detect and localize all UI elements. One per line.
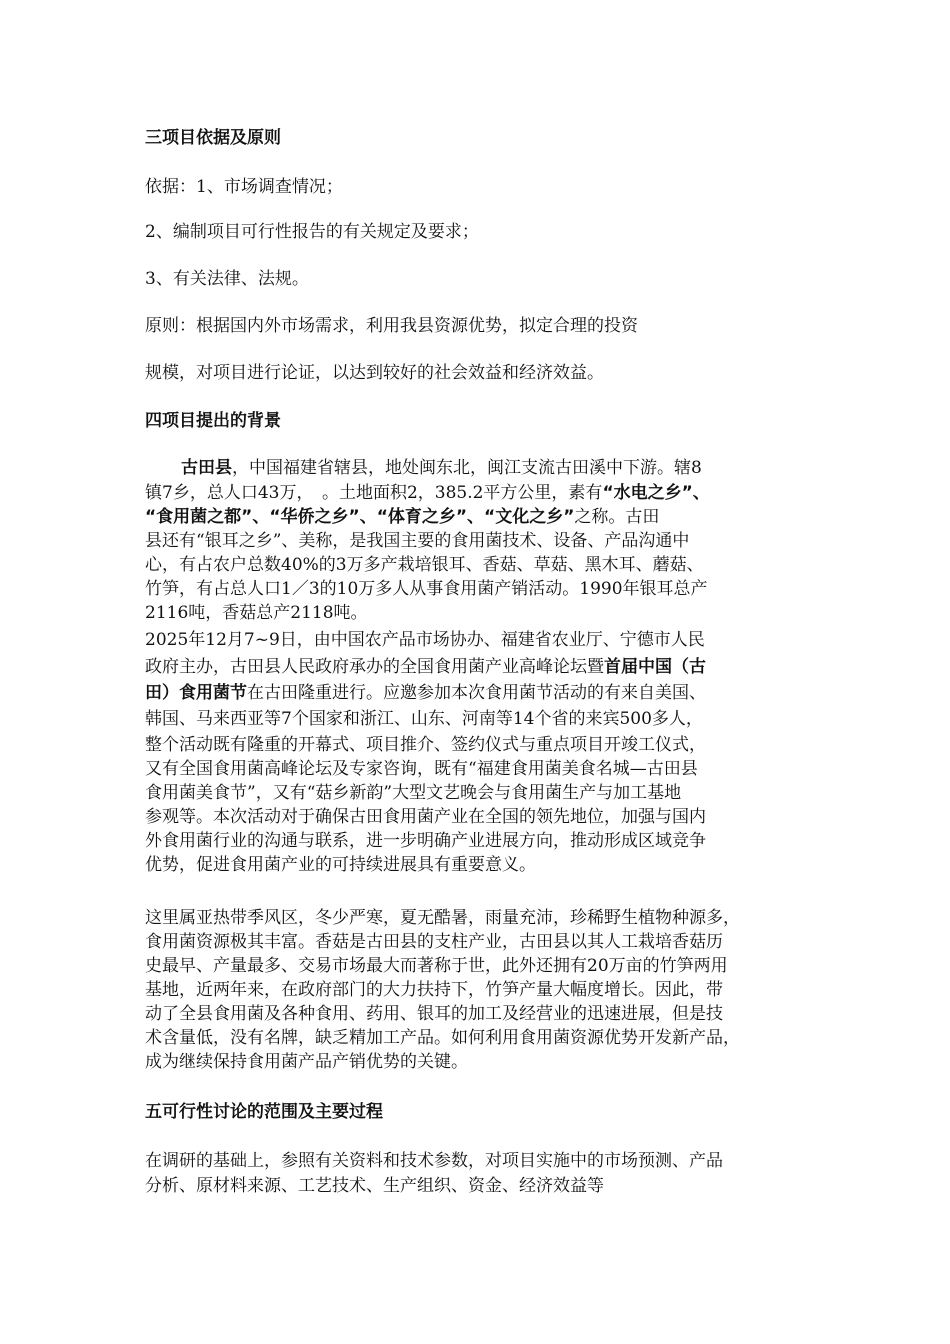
p1-line-7: 2116吨，香菇总产2118吨。 [145, 603, 368, 623]
p3-line-1: 这里属亚热带季风区，冬少严寒，夏无酷暑，雨量充沛，珍稀野生植物种源多， [145, 908, 740, 928]
p2-line-1: 2025年12月7~9日，由中国农产品市场协办、福建省农业厅、宁德市人民 [145, 630, 705, 650]
p1-line-5: 心，有占农户总数40%的3万多产栽培银耳、香菇、草菇、黑木耳、蘑菇、 [145, 555, 704, 575]
p2-line-5: 整个活动既有隆重的开幕式、项目推介、签约仪式与重点项目开竣工仪式， [145, 735, 706, 755]
p3-line-3: 史最早、产量最多、交易市场最大而著称于世，此外还拥有20万亩的竹笋两用 [145, 956, 728, 976]
p2-line-7: 食用菌美食节”，又有“菇乡新韵”大型文艺晚会与食用菌生产与加工基地 [145, 783, 682, 803]
p3-line-4: 基地，近两年来，在政府部门的大力扶持下，竹笋产量大幅度增长。因此，带 [145, 980, 723, 1000]
s5-line-1: 在调研的基础上，参照有关资料和技术参数，对项目实施中的市场预测、产品 [145, 1151, 723, 1171]
p2-line-3: 田）食用菌节在古田隆重进行。应邀参加本次食用菌节活动的有来自美国、 [145, 683, 706, 703]
p2-line-4: 韩国、马来西亚等7个国家和浙江、山东、河南等14个省的来宾500多人， [145, 709, 703, 729]
p2-line-2: 政府主办，古田县人民政府承办的全国食用菌产业高峰论坛暨首届中国（古 [145, 657, 706, 677]
gutian-county-bold: 古田县 [181, 458, 232, 478]
p3-line-2: 食用菌资源极其丰富。香菇是古田县的支柱产业，古田县以其人工栽培香菇历 [145, 932, 723, 952]
principle-line-1: 原则：根据国内外市场需求，利用我县资源优势，拟定合理的投资 [145, 316, 638, 336]
p2-line-9: 外食用菌行业的沟通与联系，进一步明确产业进展方向，推动形成区域竞争 [145, 831, 706, 851]
section-4-heading: 四项目提出的背景 [145, 411, 281, 431]
p2-line-8: 参观等。本次活动对于确保古田食用菌产业在全国的领先地位，加强与国内 [145, 807, 706, 827]
p3-line-6: 术含量低，没有名牌，缺乏精加工产品。如何利用食用菌资源优势开发新产品， [145, 1028, 740, 1048]
basis-line-2: 2、编制项目可行性报告的有关规定及要求； [145, 222, 479, 242]
p2-line-10: 优势，促进食用菌产业的可持续进展具有重要意义。 [145, 855, 536, 875]
p2-line-6: 又有全国食用菌高峰论坛及专家咨询，既有“福建食用菌美食名城—古田县 [145, 759, 698, 779]
p1-line-2: 镇7乡，总人口43万， 。土地面积2，385.2平方公里，素有“水电之乡”、 [145, 483, 710, 503]
principle-line-2: 规模，对项目进行论证，以达到较好的社会效益和经济效益。 [145, 363, 604, 383]
p1-line-1: 古田县，中国福建省辖县，地处闽东北，闽江支流古田溪中下游。辖8 [181, 458, 702, 478]
p1-line-4: 县还有“银耳之乡”、美称，是我国主要的食用菌技术、设备、产品沟通中 [145, 531, 690, 551]
p3-line-7: 成为继续保持食用菌产品产销优势的关键。 [145, 1052, 468, 1072]
section-3-heading: 三项目依据及原则 [145, 128, 281, 148]
p1-line-6: 竹笋，有占总人口1／3的10万多人从事食用菌产销活动。1990年银耳总产 [145, 579, 708, 599]
basis-line-3: 3、有关法律、法规。 [145, 269, 309, 289]
p1-line-3: “食用菌之都”、“华侨之乡”、“体育之乡”、“文化之乡”之称。古田 [145, 507, 660, 527]
p3-line-5: 动了全县食用菌及各种食用、药用、银耳的加工及经营业的迅速进展，但是技 [145, 1004, 723, 1024]
section-5-heading: 五可行性讨论的范围及主要过程 [145, 1102, 383, 1122]
s5-line-2: 分析、原材料来源、工艺技术、生产组织、资金、经济效益等 [145, 1176, 604, 1196]
basis-line-1: 依据：1、市场调查情况； [145, 177, 343, 197]
